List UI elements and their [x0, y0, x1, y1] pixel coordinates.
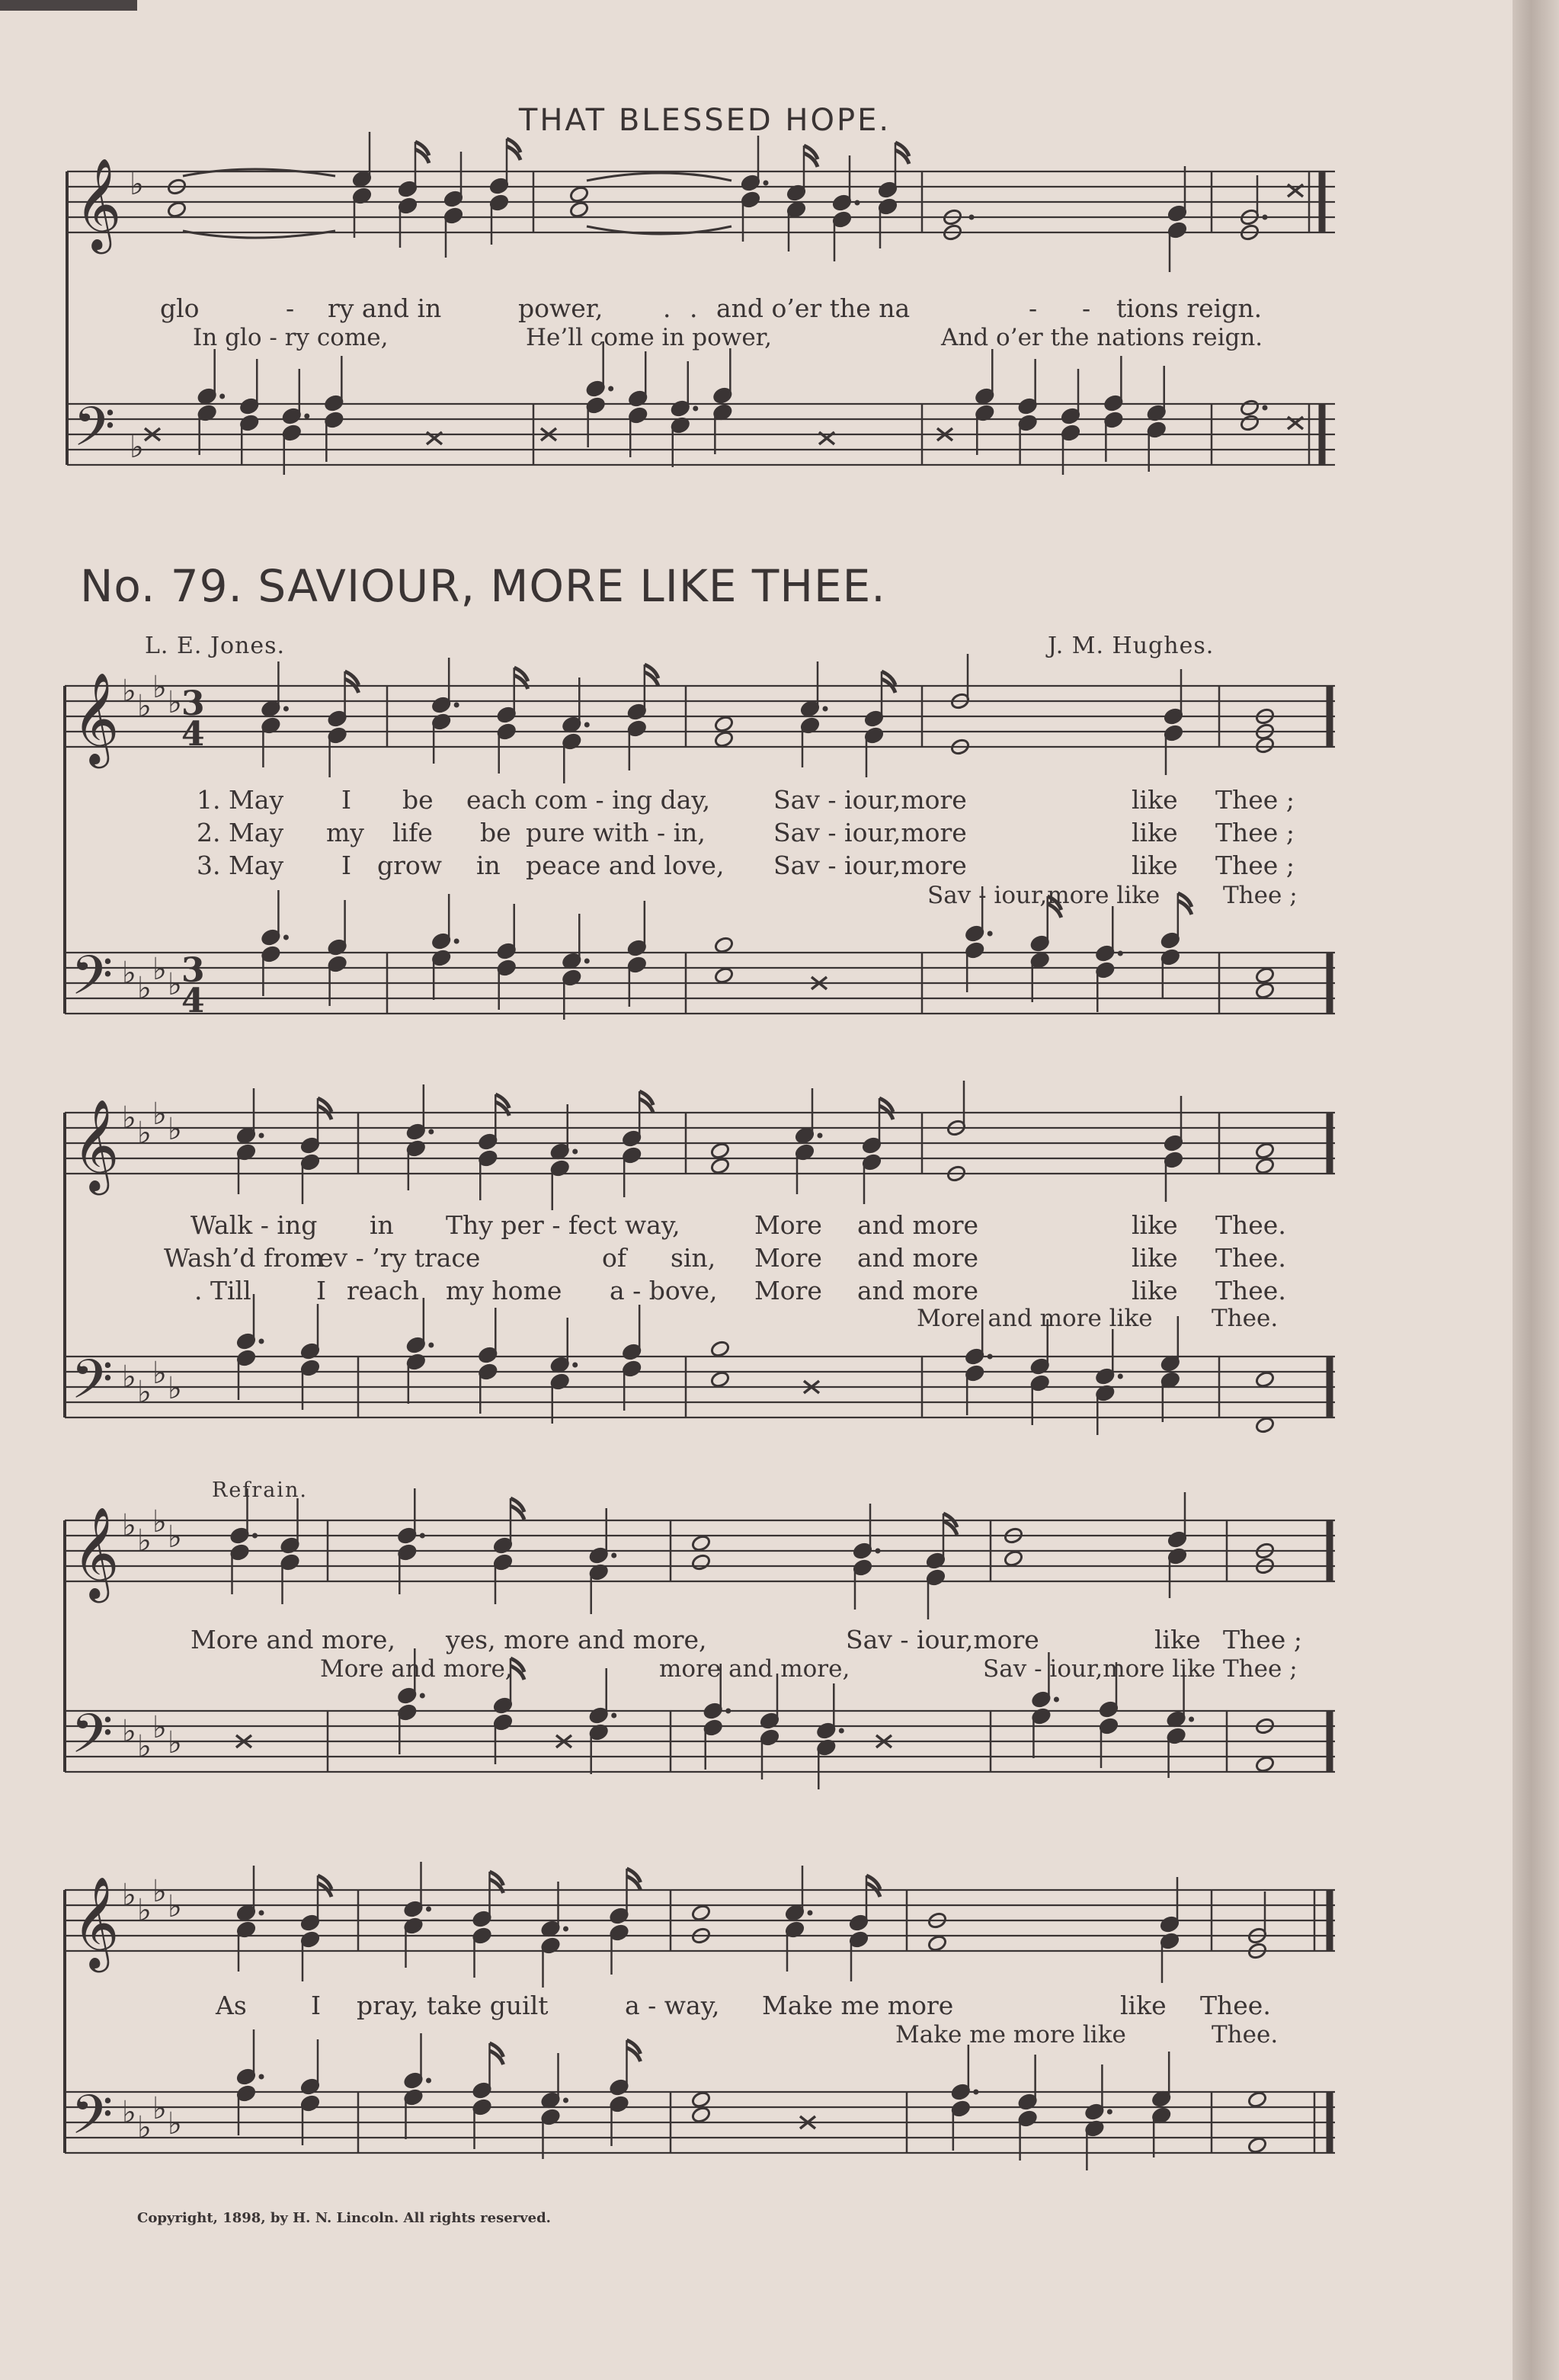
running-header: THAT BLESSED HOPE. [518, 103, 892, 138]
lyric-word: He’ll come in power, [526, 324, 772, 351]
verse2-word: Thee ; [1215, 818, 1295, 847]
refrain-word: pray, take guilt [357, 1991, 549, 2020]
dot [563, 2098, 568, 2103]
dot [725, 1709, 731, 1714]
verse1-word: each com - ing day, [466, 785, 711, 815]
flat-sign: ♭ [130, 430, 144, 465]
verse3-word: grow [377, 850, 443, 880]
half-note [691, 2106, 712, 2124]
dot [988, 1354, 993, 1360]
refrain-word: like [1120, 1991, 1167, 2020]
flat-sign: ♭ [168, 1520, 182, 1555]
lyric-word: . [690, 293, 698, 323]
verse3-word: peace and love, [526, 850, 725, 880]
treble-clef: 𝄞 [72, 671, 120, 764]
dot [808, 1911, 813, 1916]
refrain-word: Make me more [762, 1991, 954, 2020]
flat-sign: ♭ [130, 167, 144, 202]
refrain-word: As [216, 1991, 247, 2020]
dot [876, 1549, 881, 1554]
verse1-word: Thee ; [1215, 785, 1295, 815]
half-note [691, 1553, 712, 1571]
verse2-word: More [754, 1243, 822, 1273]
bass-clef: 𝄢 [71, 1348, 114, 1424]
lyric-word: - [1082, 293, 1091, 323]
verse1-word: be [402, 785, 434, 815]
half-note [710, 1370, 731, 1389]
flat-sign: ♭ [152, 670, 167, 705]
refrain-word: Sav - iour,more [846, 1625, 1039, 1654]
dot [1118, 1374, 1123, 1379]
dot [572, 1363, 578, 1368]
dot [608, 386, 613, 392]
verse1-word: Thy per - fect way, [446, 1210, 680, 1240]
verse3-word: my home [446, 1276, 562, 1305]
half-note [1255, 1416, 1276, 1434]
verse3-word: More [754, 1276, 822, 1305]
dot [855, 200, 860, 206]
dot [428, 1343, 434, 1348]
dot [454, 703, 459, 708]
verse3-word: Sav - iour,more [773, 850, 967, 880]
flat-sign: ♭ [137, 1893, 152, 1928]
verse2-word: my [326, 818, 364, 847]
lyric-word: ry and in [328, 293, 442, 323]
half-note [714, 966, 735, 985]
dot [454, 939, 459, 944]
flat-sign: ♭ [137, 689, 152, 724]
half-note [1240, 414, 1260, 432]
lyric-word: - [286, 293, 295, 323]
half-note [927, 1934, 948, 1952]
alto-lyric: Thee ; [1223, 882, 1298, 909]
verse1-word: I [341, 785, 352, 815]
time-signature-bottom: 4 [181, 982, 205, 1020]
verse3-word: Thee. [1215, 1276, 1286, 1305]
flat-sign: ♭ [122, 1714, 136, 1749]
flat-sign: ♭ [152, 1097, 167, 1132]
lyric-word: tions reign. [1116, 293, 1263, 323]
half-note [691, 1534, 712, 1552]
verse1-word: 1. May [197, 785, 284, 815]
half-note [714, 715, 735, 733]
dot [420, 1533, 425, 1539]
dot [420, 1693, 425, 1699]
refrain-alto-word: more and more, [659, 1655, 850, 1683]
refrain-word: More and more, [190, 1625, 395, 1654]
half-note [1247, 2090, 1268, 2109]
refrain-word: like [1154, 1625, 1201, 1654]
refrain-word: I [311, 1991, 322, 2020]
lyric-word: And o’er the nations reign. [941, 324, 1263, 351]
hymn-title: No. 79. SAVIOUR, MORE LIKE THEE. [80, 560, 886, 612]
verse1-word: Sav - iour,more [773, 785, 967, 815]
lyric-word: - [1029, 293, 1038, 323]
dot [1054, 1697, 1059, 1703]
dot [839, 1728, 844, 1734]
refrain-word: a - way, [625, 1991, 720, 2020]
dot [283, 706, 289, 712]
half-note [710, 1157, 731, 1175]
alto-lyric: Thee. [1212, 2021, 1279, 2048]
half-note [714, 730, 735, 748]
verse3-word: . Till [194, 1276, 251, 1305]
flat-sign: ♭ [122, 1878, 136, 1913]
refrain-alto-word: Thee ; [1223, 1655, 1298, 1683]
dot [1118, 951, 1123, 956]
flat-sign: ♭ [122, 956, 136, 991]
flat-sign: ♭ [168, 685, 182, 720]
flat-sign: ♭ [122, 674, 136, 709]
half-note [1240, 399, 1260, 417]
dot [763, 181, 769, 186]
alto-lyric: More and more like [917, 1305, 1153, 1332]
dot [259, 1911, 264, 1916]
dot [693, 406, 698, 412]
verse3-word: like [1132, 850, 1178, 880]
treble-clef: 𝄞 [72, 1506, 120, 1599]
dot [973, 2090, 978, 2095]
verse3-word: in [476, 850, 501, 880]
verse1-word: More [754, 1210, 822, 1240]
verse2-word: sin, [671, 1243, 716, 1273]
verse3-word: I [341, 850, 352, 880]
verse1-word: like [1132, 1210, 1178, 1240]
verse1-word: Walk - ing [190, 1210, 318, 1240]
lyric-word: . [663, 293, 671, 323]
verse3-word: like [1132, 1276, 1178, 1305]
half-note [1004, 1549, 1024, 1568]
dot [426, 2078, 431, 2084]
dot [572, 1149, 578, 1155]
verse2-word: like [1132, 818, 1178, 847]
bass-clef: 𝄢 [73, 396, 116, 472]
dot [428, 1129, 434, 1135]
flat-sign: ♭ [122, 1360, 136, 1395]
lyric-word: and o’er the na [716, 293, 911, 323]
dot [611, 1553, 616, 1558]
dot [584, 722, 590, 728]
words-author: L. E. Jones. [145, 633, 286, 659]
refrain-word: Thee. [1200, 1991, 1271, 2020]
flat-sign: ♭ [168, 1371, 182, 1406]
refrain-word: yes, more and more, [446, 1625, 707, 1654]
verse3-word: and more [857, 1276, 979, 1305]
time-signature-bottom: 4 [181, 715, 205, 754]
refrain-word: Thee ; [1223, 1625, 1302, 1654]
half-note [167, 200, 187, 219]
verse2-word: of [602, 1243, 627, 1273]
dot [283, 935, 289, 940]
verse2-word: be [480, 818, 511, 847]
dot [1263, 215, 1268, 220]
refrain-label: Refrain. [212, 1478, 308, 1502]
flat-sign: ♭ [122, 1508, 136, 1543]
dot [823, 706, 828, 712]
half-note [1255, 1755, 1276, 1773]
verse2-word: Sav - iour,more [773, 818, 967, 847]
dot [611, 1713, 616, 1719]
verse1-word: like [1132, 785, 1178, 815]
dot [259, 1339, 264, 1344]
time-signature-top: 3 [181, 951, 205, 990]
flat-sign: ♭ [168, 1112, 182, 1147]
half-note [1255, 736, 1276, 754]
flat-sign: ♭ [168, 1889, 182, 1924]
bass-clef: 𝄢 [71, 944, 114, 1020]
verse2-word: 2. May [197, 818, 284, 847]
half-note [1255, 966, 1276, 985]
flat-sign: ♭ [137, 1116, 152, 1151]
copyright-notice: Copyright, 1898, by H. N. Lincoln. All rights reserved. [137, 2210, 551, 2226]
dot [818, 1133, 823, 1139]
time-signature-top: 3 [181, 684, 205, 723]
dot [252, 1533, 258, 1539]
dot [219, 394, 225, 399]
half-note [1255, 1157, 1276, 1175]
half-note [1255, 982, 1276, 1000]
verse3-word: reach [347, 1276, 419, 1305]
refrain-alto-word: More and more, [320, 1655, 513, 1683]
dot [304, 414, 309, 419]
flat-sign: ♭ [152, 1504, 167, 1539]
flat-sign: ♭ [152, 1710, 167, 1745]
flat-sign: ♭ [152, 2091, 167, 2126]
flat-sign: ♭ [152, 1874, 167, 1909]
flat-sign: ♭ [168, 2106, 182, 2141]
alto-lyric: Sav - iour,more like [927, 882, 1160, 909]
lyric-word: In glo - ry come, [193, 324, 389, 351]
bass-clef: 𝄢 [71, 2084, 114, 2160]
flat-sign: ♭ [152, 1356, 167, 1391]
half-note [569, 185, 590, 203]
flat-sign: ♭ [137, 1729, 152, 1764]
verse2-word: ev - ’ry trace [319, 1243, 481, 1273]
dot [1263, 405, 1268, 411]
verse2-word: like [1132, 1243, 1178, 1273]
dot [1189, 1717, 1194, 1722]
flat-sign: ♭ [137, 1523, 152, 1558]
dot [1107, 2109, 1112, 2115]
half-note [1255, 1370, 1276, 1389]
treble-clef: 𝄞 [75, 157, 122, 250]
verse1-word: and more [857, 1210, 979, 1240]
treble-clef: 𝄞 [72, 1875, 120, 1968]
lyric-word: power, [518, 293, 603, 323]
verse2-word: life [392, 818, 433, 847]
verse3-word: a - bove, [610, 1276, 718, 1305]
half-note [1255, 1142, 1276, 1160]
half-note [710, 1142, 731, 1160]
half-note [691, 2090, 712, 2109]
half-note [1247, 2136, 1268, 2154]
flat-sign: ♭ [122, 2095, 136, 2130]
tie [587, 173, 731, 181]
verse2-word: Thee. [1215, 1243, 1286, 1273]
alto-lyric: Make me more like [895, 2021, 1126, 2048]
flat-sign: ♭ [122, 1100, 136, 1136]
dot [426, 1907, 431, 1912]
half-note [710, 1340, 731, 1358]
dot [969, 215, 975, 220]
dot [988, 931, 993, 937]
dot [584, 959, 590, 964]
treble-clef: 𝄞 [72, 1098, 120, 1191]
refrain-alto-word: Sav - iour,more like [983, 1655, 1216, 1683]
verse2-word: Wash’d from [164, 1243, 325, 1273]
flat-sign: ♭ [168, 967, 182, 1002]
verse3-word: I [316, 1276, 327, 1305]
lyric-word: glo [160, 293, 200, 323]
flat-sign: ♭ [137, 2110, 152, 2145]
dot [259, 1133, 264, 1139]
flat-sign: ♭ [137, 971, 152, 1006]
half-note [714, 936, 735, 954]
verse3-word: 3. May [197, 850, 284, 880]
half-note [691, 1904, 712, 1922]
bass-clef: 𝄢 [71, 1703, 114, 1779]
verse1-word: in [370, 1210, 394, 1240]
half-note [569, 200, 590, 219]
alto-lyric: Thee. [1212, 1305, 1279, 1332]
flat-sign: ♭ [137, 1375, 152, 1410]
dot [563, 1927, 568, 1932]
verse3-word: Thee ; [1215, 850, 1295, 880]
tie [183, 169, 335, 176]
dot [259, 2074, 264, 2080]
verse2-word: pure with - in, [526, 818, 706, 847]
verse2-word: and more [857, 1243, 979, 1273]
flat-sign: ♭ [168, 1725, 182, 1760]
verse1-word: Thee. [1215, 1210, 1286, 1240]
flat-sign: ♭ [152, 952, 167, 987]
music-composer: J. M. Hughes. [1048, 633, 1215, 659]
